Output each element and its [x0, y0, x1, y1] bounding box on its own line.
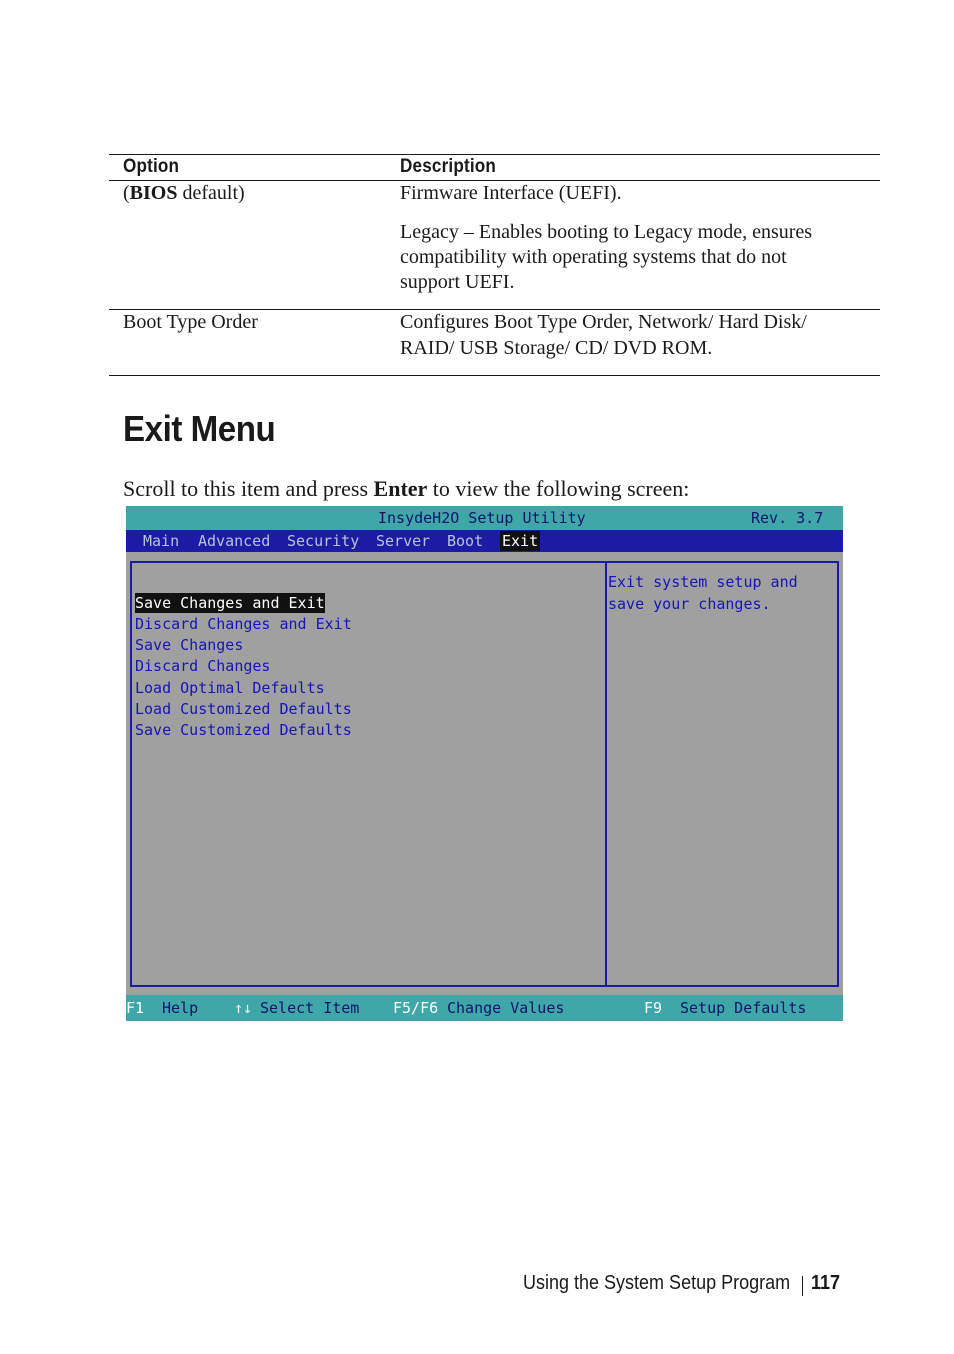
bios-title: InsydeH2O Setup Utility — [378, 509, 586, 527]
menu-advanced[interactable]: Advanced — [198, 532, 271, 550]
table-header-option: Option — [123, 156, 180, 177]
menu-server[interactable]: Server — [376, 532, 431, 550]
key-arrows-label: Select Item — [260, 999, 360, 1017]
key-f9-label: Setup Defaults — [680, 999, 807, 1017]
bios-screenshot — [126, 506, 843, 1021]
help-text-line2: save your changes. — [608, 595, 771, 613]
key-f5f6-label: Change Values — [447, 999, 565, 1017]
table-bottom-rule — [109, 375, 880, 376]
table-header-description: Description — [400, 156, 497, 177]
key-f5f6: F5/F6 — [393, 999, 439, 1017]
intro-text: Scroll to this item and press Enter to view the following screen: — [123, 476, 690, 501]
item-discard-changes-and-exit[interactable]: Discard Changes and Exit — [135, 615, 352, 633]
row1-desc-line1: Firmware Interface (UEFI). — [400, 182, 622, 204]
help-text-line1: Exit system setup and — [608, 573, 798, 591]
row2-desc: Configures Boot Type Order, Network/ Hard Disk/ RAID/ USB Storage/ CD/ DVD ROM. — [400, 311, 807, 359]
arrows-icon: ↑↓ — [234, 999, 253, 1017]
row2-option: Boot Type Order — [123, 311, 258, 333]
bios-revision: Rev. 3.7 — [751, 509, 824, 527]
key-f1: F1 — [126, 999, 145, 1017]
section-heading: Exit Menu — [123, 408, 276, 449]
item-save-changes-and-exit[interactable]: Save Changes and Exit — [135, 594, 325, 612]
item-save-customized-defaults[interactable]: Save Customized Defaults — [135, 721, 352, 739]
item-discard-changes[interactable]: Discard Changes — [135, 657, 271, 675]
table-top-rule — [109, 154, 880, 155]
item-load-customized-defaults[interactable]: Load Customized Defaults — [135, 700, 352, 718]
row1-desc-para2: Legacy – Enables booting to Legacy mode, ensures compatibility with operating systems that do not support UEFI. — [400, 221, 813, 293]
footer-section-title: Using the System Setup Program — [523, 1272, 791, 1294]
menu-main[interactable]: Main — [143, 532, 180, 550]
item-load-optimal-defaults[interactable]: Load Optimal Defaults — [135, 679, 325, 697]
key-f9: F9 — [644, 999, 663, 1017]
menu-boot[interactable]: Boot — [447, 532, 484, 550]
row1-option: (BIOS default) — [123, 182, 245, 204]
key-f1-label: Help — [162, 999, 199, 1017]
menu-security[interactable]: Security — [287, 532, 360, 550]
item-save-changes[interactable]: Save Changes — [135, 636, 244, 654]
page-number: 117 — [811, 1272, 841, 1294]
footer-separator — [802, 1276, 803, 1296]
bios-help-panel — [605, 561, 839, 987]
menu-exit[interactable]: Exit — [502, 532, 539, 550]
